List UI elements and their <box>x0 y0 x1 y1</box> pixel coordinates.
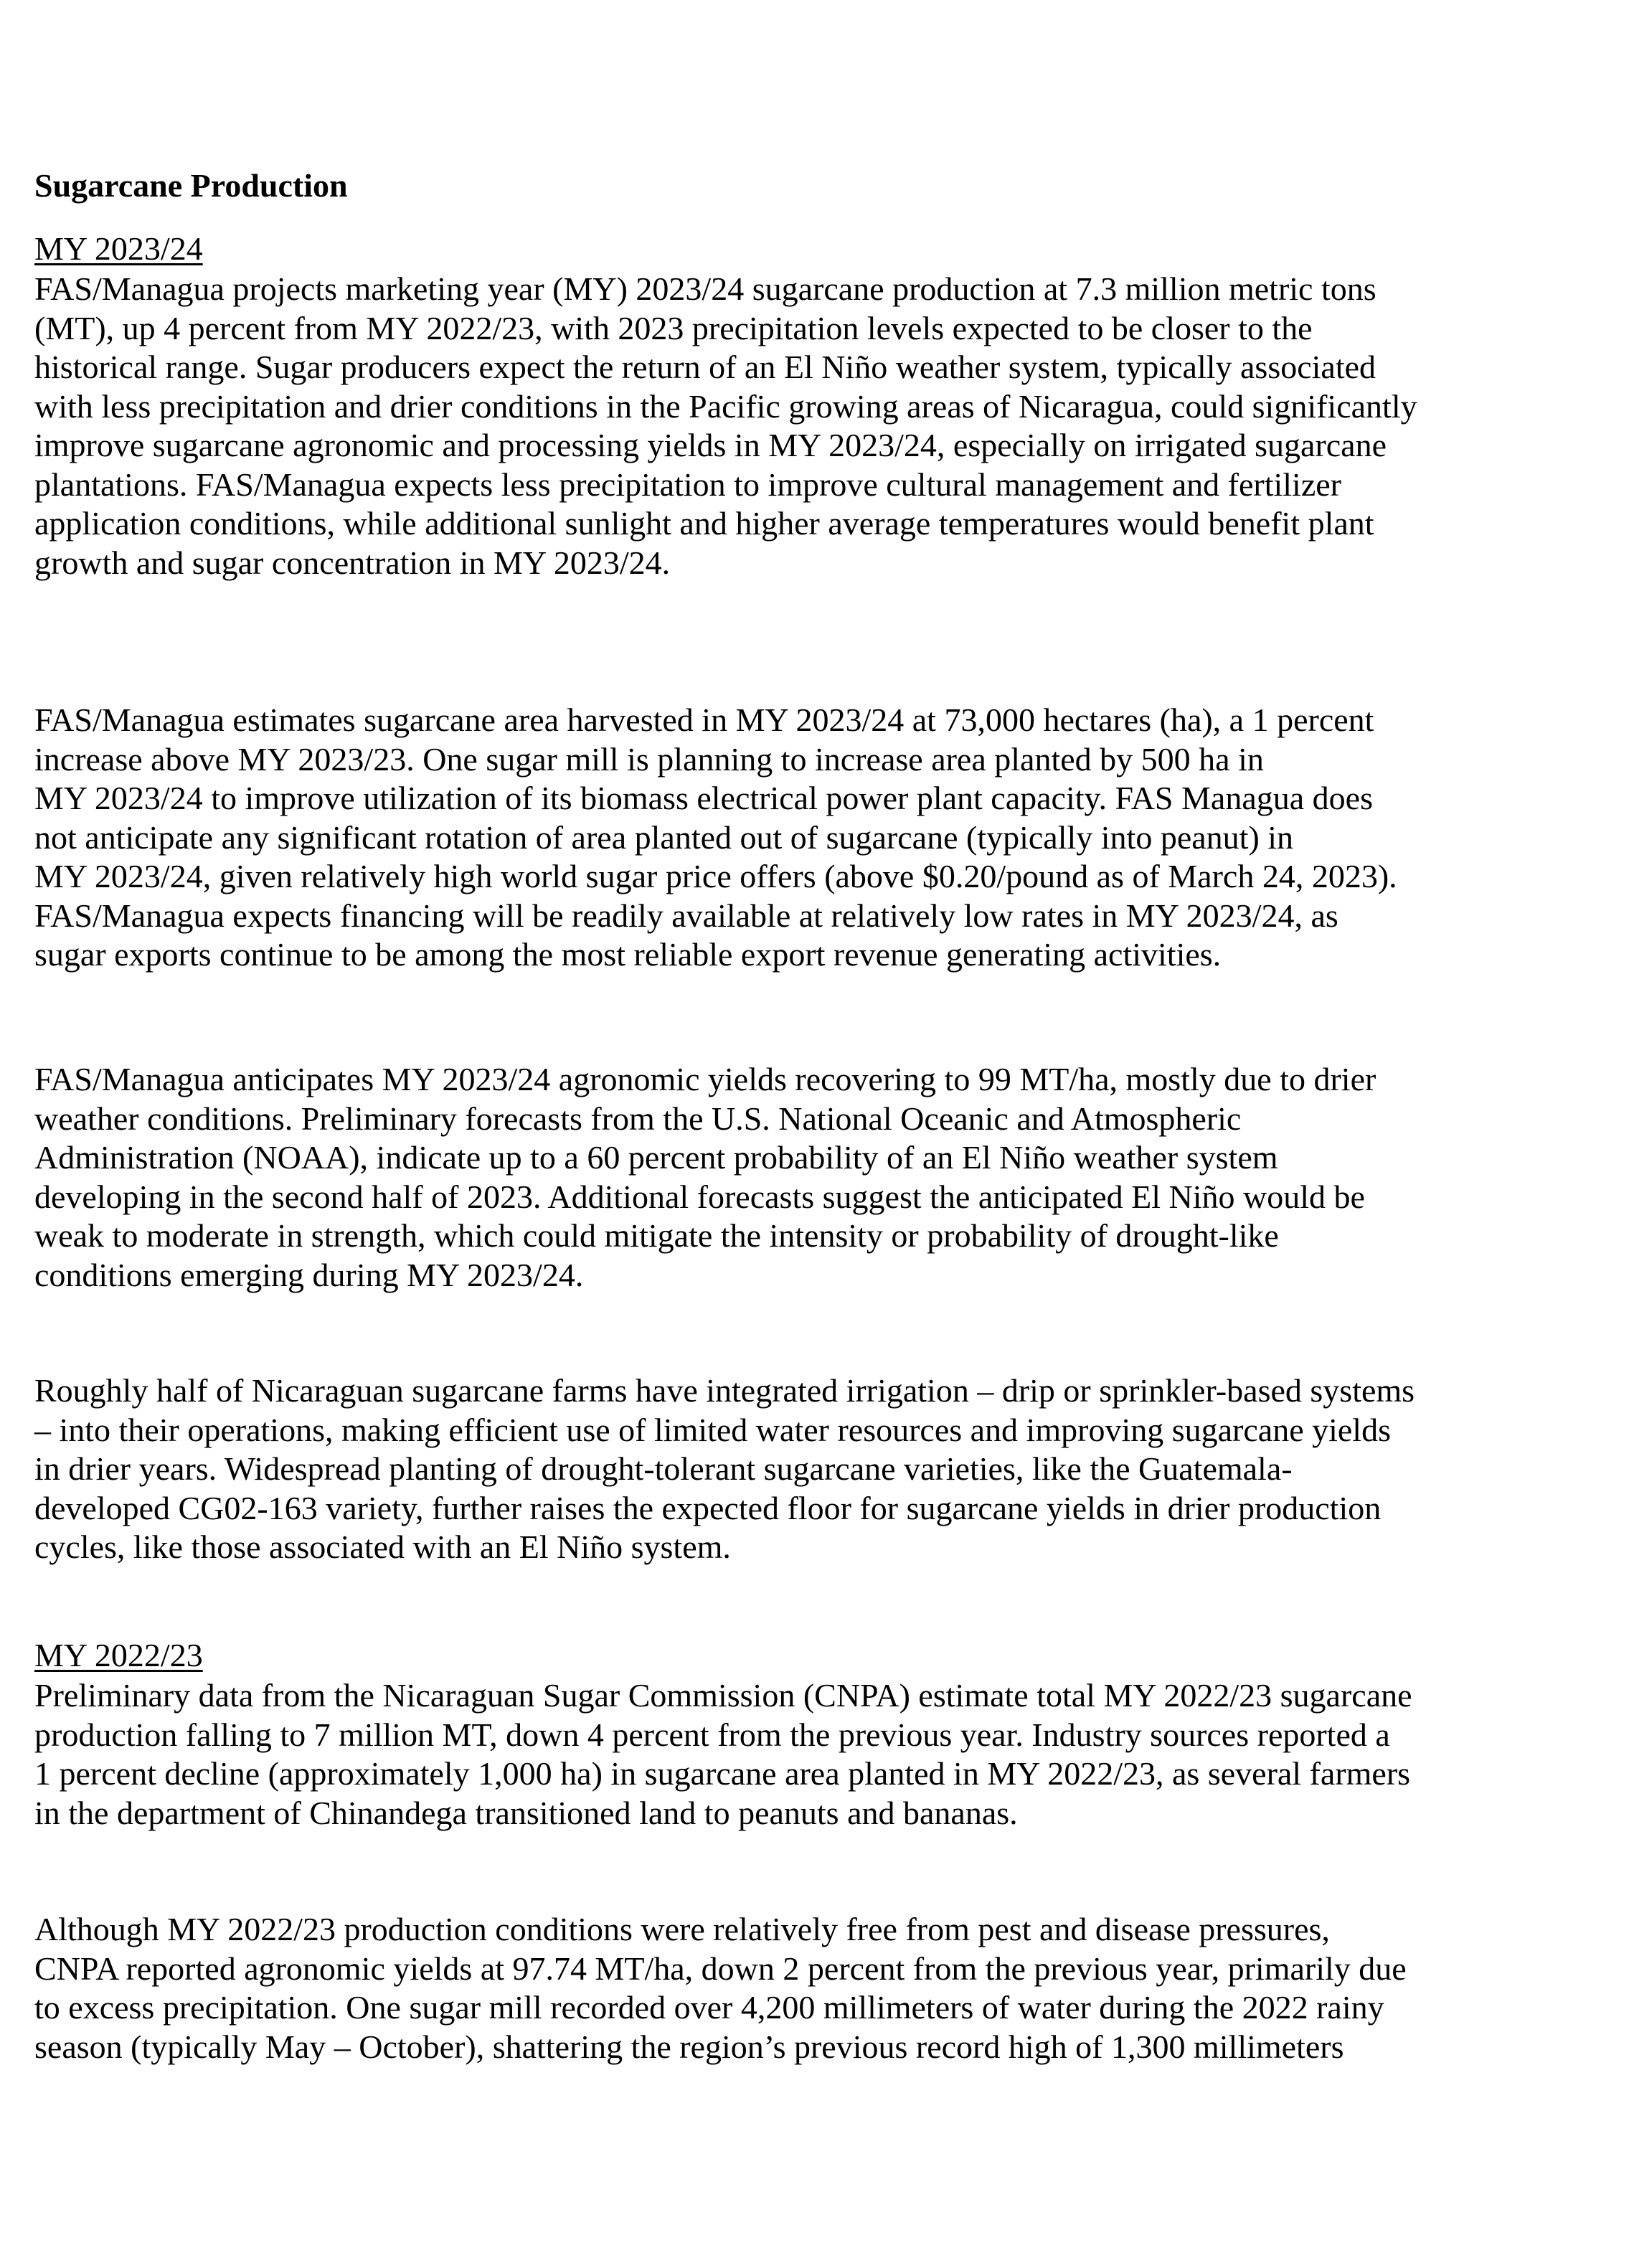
text-line: developed CG02-163 variety, further raises the expected floor for sugarcane yields in drier production <box>34 1489 1382 1526</box>
text-line: weak to moderate in strength, which could mitigate the intensity or probability of drought-like <box>34 1217 1279 1254</box>
paragraph-excess-precipitation <box>34 1910 1407 2066</box>
text-line: – into their operations, making efficient use of limited water resources and improving sugarcane yields <box>34 1411 1391 1448</box>
text-line: FAS/Managua expects financing will be readily available at relatively low rates in MY 2023/24, as <box>34 897 1338 934</box>
text-line: weather conditions. Preliminary forecasts from the U.S. National Oceanic and Atmospheric <box>34 1100 1242 1137</box>
paragraph-production-forecast <box>34 270 1417 582</box>
text-line: MY 2023/24, given relatively high world sugar price offers (above $0.20/pound as of March 24, 2023). <box>34 858 1397 894</box>
text-line: Administration (NOAA), indicate up to a 60 percent probability of an El Niño weather system <box>34 1139 1278 1176</box>
section-heading-my-2023-24: MY 2023/24 <box>34 230 203 267</box>
section-heading-my-2022-23: MY 2022/23 <box>34 1637 203 1673</box>
text-line: season (typically May – October), shattering the region’s previous record high of 1,300 millimeters <box>34 2028 1344 2065</box>
text-line: historical range. Sugar producers expect the return of an El Niño weather system, typically associated <box>34 349 1376 385</box>
text-line: to excess precipitation. One sugar mill recorded over 4,200 millimeters of water during the 2022 rainy <box>34 1989 1384 2026</box>
text-line: sugar exports continue to be among the most reliable export revenue generating activities. <box>34 936 1222 973</box>
text-line: conditions emerging during MY 2023/24. <box>34 1256 584 1293</box>
text-line: CNPA reported agronomic yields at 97.74 MT/ha, down 2 percent from the previous year, primarily due <box>34 1950 1407 1987</box>
text-line: FAS/Managua estimates sugarcane area harvested in MY 2023/24 at 73,000 hectares (ha), a 1 percent <box>34 701 1374 738</box>
text-line: cycles, like those associated with an El Niño system. <box>34 1528 731 1565</box>
text-line: Although MY 2022/23 production conditions were relatively free from pest and disease pressures, <box>34 1911 1330 1947</box>
paragraph-irrigation <box>34 1371 1415 1567</box>
text-line: (MT), up 4 percent from MY 2022/23, with 2023 precipitation levels expected to be closer to the <box>34 309 1313 346</box>
text-line: growth and sugar concentration in MY 2023/24. <box>34 544 671 581</box>
text-line: FAS/Managua projects marketing year (MY) 2023/24 sugarcane production at 7.3 million metric tons <box>34 270 1376 307</box>
paragraph-cnpa-estimate <box>34 1676 1412 1833</box>
text-line: MY 2023/24 to improve utilization of its biomass electrical power plant capacity. FAS Managua does <box>34 780 1373 816</box>
paragraph-agronomic-yields <box>34 1060 1376 1295</box>
text-line: application conditions, while additional sunlight and higher average temperatures would benefit plant <box>34 505 1374 542</box>
text-line: 1 percent decline (approximately 1,000 ha) in sugarcane area planted in MY 2022/23, as several farmers <box>34 1755 1411 1792</box>
text-line: with less precipitation and drier conditions in the Pacific growing areas of Nicaragua, could significantly <box>34 387 1417 425</box>
text-line: improve sugarcane agronomic and processing yields in MY 2023/24, especially on irrigated sugarcane <box>34 427 1387 463</box>
text-line: FAS/Managua anticipates MY 2023/24 agronomic yields recovering to 99 MT/ha, mostly due to drier <box>34 1061 1376 1097</box>
text-line: in the department of Chinandega transitioned land to peanuts and bananas. <box>34 1794 1018 1831</box>
text-line: Roughly half of Nicaraguan sugarcane farms have integrated irrigation – drip or sprinkler-based systems <box>34 1372 1415 1409</box>
text-line: production falling to 7 million MT, down 4 percent from the previous year. Industry sources reported a <box>34 1716 1390 1753</box>
text-line: not anticipate any significant rotation of area planted out of sugarcane (typically into peanut) in <box>34 818 1294 856</box>
text-line: Preliminary data from the Nicaraguan Sugar Commission (CNPA) estimate total MY 2022/23 sugarcane <box>34 1677 1412 1714</box>
paragraph-area-harvested <box>34 701 1397 975</box>
text-line: developing in the second half of 2023. Additional forecasts suggest the anticipated El Niño would be <box>34 1178 1365 1215</box>
text-line: plantations. FAS/Managua expects less precipitation to improve cultural management and fertilizer <box>34 466 1341 503</box>
text-line: increase above MY 2023/23. One sugar mill is planning to increase area planted by 500 ha in <box>34 740 1264 778</box>
text-line: in drier years. Widespread planting of drought-tolerant sugarcane varieties, like the Guatemala- <box>34 1450 1293 1487</box>
page-title: Sugarcane Production <box>34 167 348 204</box>
